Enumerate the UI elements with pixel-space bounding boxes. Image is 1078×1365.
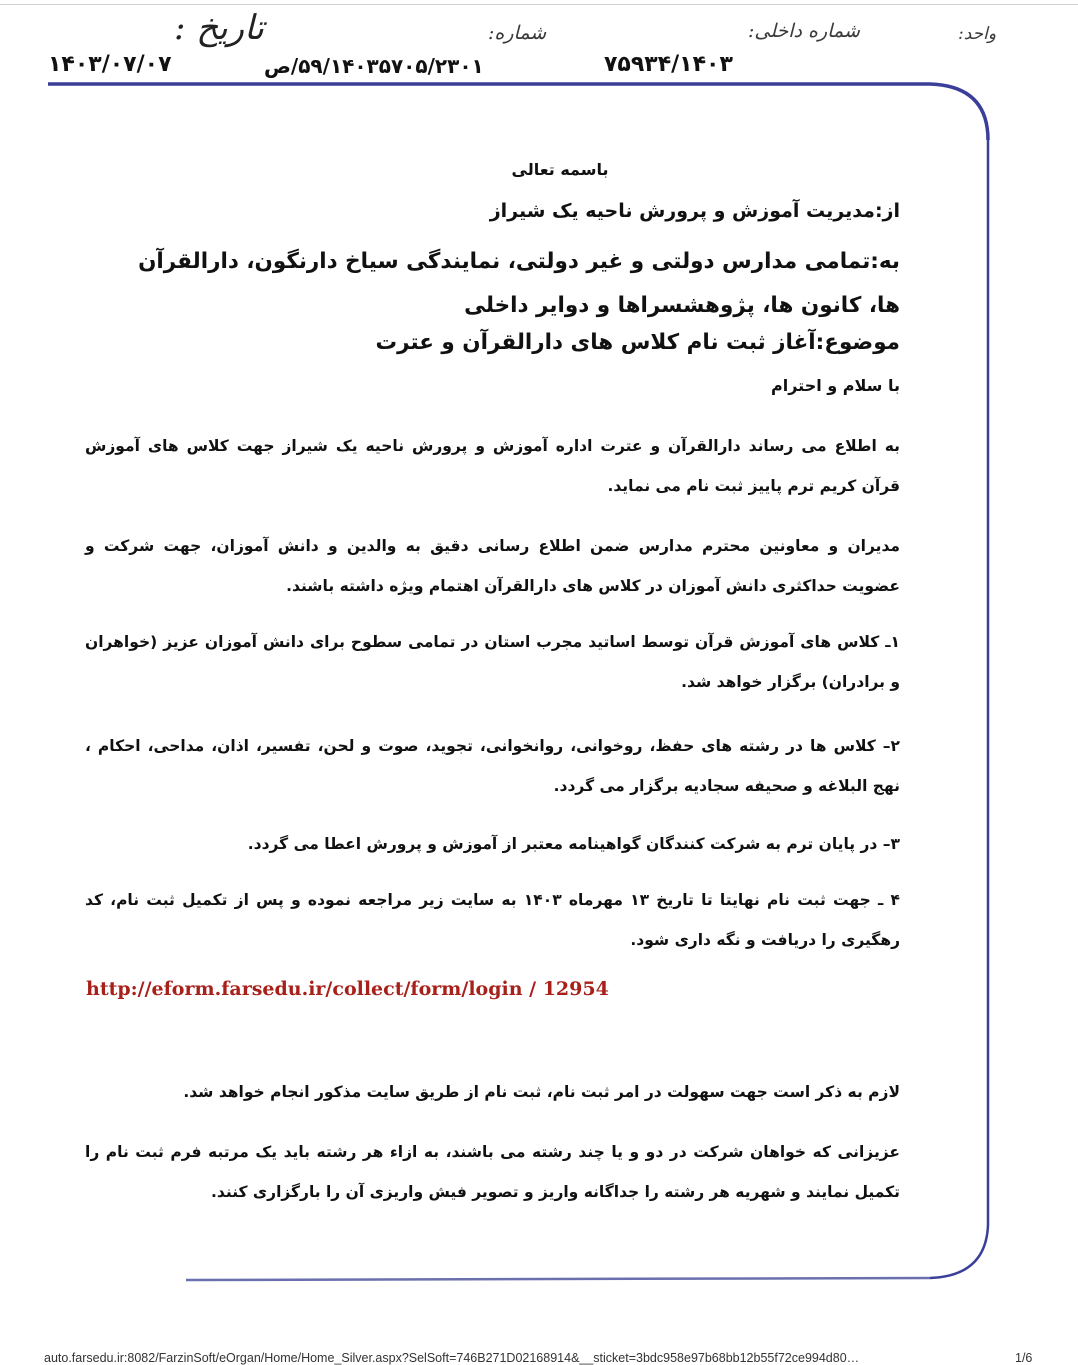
- from-line: از:مدیریت آموزش و پرورش ناحیه یک شیراز: [489, 200, 900, 222]
- paragraph-managers: مدیران و معاونین محترم مدارس ضمن اطلاع رسانی دقیق به والدین و دانش آموزان، جهت شرکت و عضویت حداکثری دانش آموزان در کلاس های دارالقرآن اهتمام ویژه داشته باشند.: [85, 537, 900, 595]
- registration-link[interactable]: http://eform.farsedu.ir/collect/form/login / 12954: [86, 978, 609, 1000]
- list-item-4: ۴ ـ جهت ثبت نام نهایتا تا تاریخ ۱۳ مهرماه ۱۴۰۳ به سایت زیر مراجعه نموده و پس از تکمیل ثبت نام، کد رهگیری را دریافت و نگه داری شود.: [85, 891, 900, 949]
- frame-right-rule: [930, 140, 988, 1278]
- list-item-3: ۳– در پایان ترم به شرکت کنندگان گواهینامه معتبر از آموزش و پرورش اعطا می گردد.: [247, 835, 900, 853]
- invocation: باسمه تعالی: [511, 160, 609, 179]
- internal-number-value: ۷۵۹۳۴/۱۴۰۳: [604, 52, 733, 77]
- subject-line: موضوع:آغاز ثبت نام کلاس های دارالقرآن و عترت: [375, 330, 900, 355]
- number-value: ۵۹/۱۴۰۳۵۷۰۵/۲۳۰۱/ص: [264, 54, 484, 78]
- frame-bottom-rule: [186, 1278, 930, 1280]
- top-edge-rule: [0, 4, 1078, 5]
- footer-page-url: auto.farsedu.ir:8082/FarzinSoft/eOrgan/Home/Home_Silver.aspx?SelSoft=746B271D02168914&__sticket=3bdc958e97b68bb12b55f72ce994d80…: [44, 1351, 860, 1365]
- list-item-2: ۲– کلاس ها در رشته های حفظ، روخوانی، روانخوانی، تجوید، صوت و لحن، تفسیر، اذان، مداحی، احکام ، نهج البلاغه و صحیفه سجادیه برگزار می گردد.: [85, 737, 900, 795]
- date-label: تاریخ :: [174, 8, 264, 48]
- frame-top-rule: [48, 84, 988, 140]
- list-item-1: ۱ـ کلاس های آموزش قرآن توسط اساتید مجرب استان در تمامی سطوح برای دانش آموزان عزیز (خواهران و برادران) برگزار خواهد شد.: [85, 633, 900, 691]
- salutation: با سلام و احترام: [771, 376, 900, 395]
- paragraph-intro: به اطلاع می رساند دارالقرآن و عترت اداره آموزش و پرورش ناحیه یک شیراز جهت کلاس های آموزش قرآن کریم ترم پاییز ثبت نام می نماید.: [85, 437, 900, 495]
- paragraph-note: لازم به ذکر است جهت سهولت در امر ثبت نام، ثبت نام از طریق سایت مذکور انجام خواهد شد.: [183, 1083, 900, 1101]
- paragraph-multi-course: عزیزانی که خواهان شرکت در دو و یا چند رشته می باشند، به ازاء هر رشته باید یک مرتبه فرم ثبت نام را تکمیل نمایند و شهریه هر رشته را جداگانه واریز و تصویر فیش واریزی آن را بارگزاری کنند.: [85, 1143, 900, 1201]
- number-label: شماره:: [488, 22, 547, 44]
- unit-label: واحد:: [958, 24, 997, 44]
- to-line: به:تمامی مدارس دولتی و غیر دولتی، نمایندگی سیاخ دارنگون، دارالقرآن ها، کانون ها، پژوهشسراها و دوایر داخلی: [138, 249, 900, 318]
- footer-page-indicator: 1/6: [1015, 1351, 1033, 1365]
- date-value: ۱۴۰۳/۰۷/۰۷: [48, 52, 172, 77]
- internal-number-label: شماره داخلی:: [748, 20, 860, 42]
